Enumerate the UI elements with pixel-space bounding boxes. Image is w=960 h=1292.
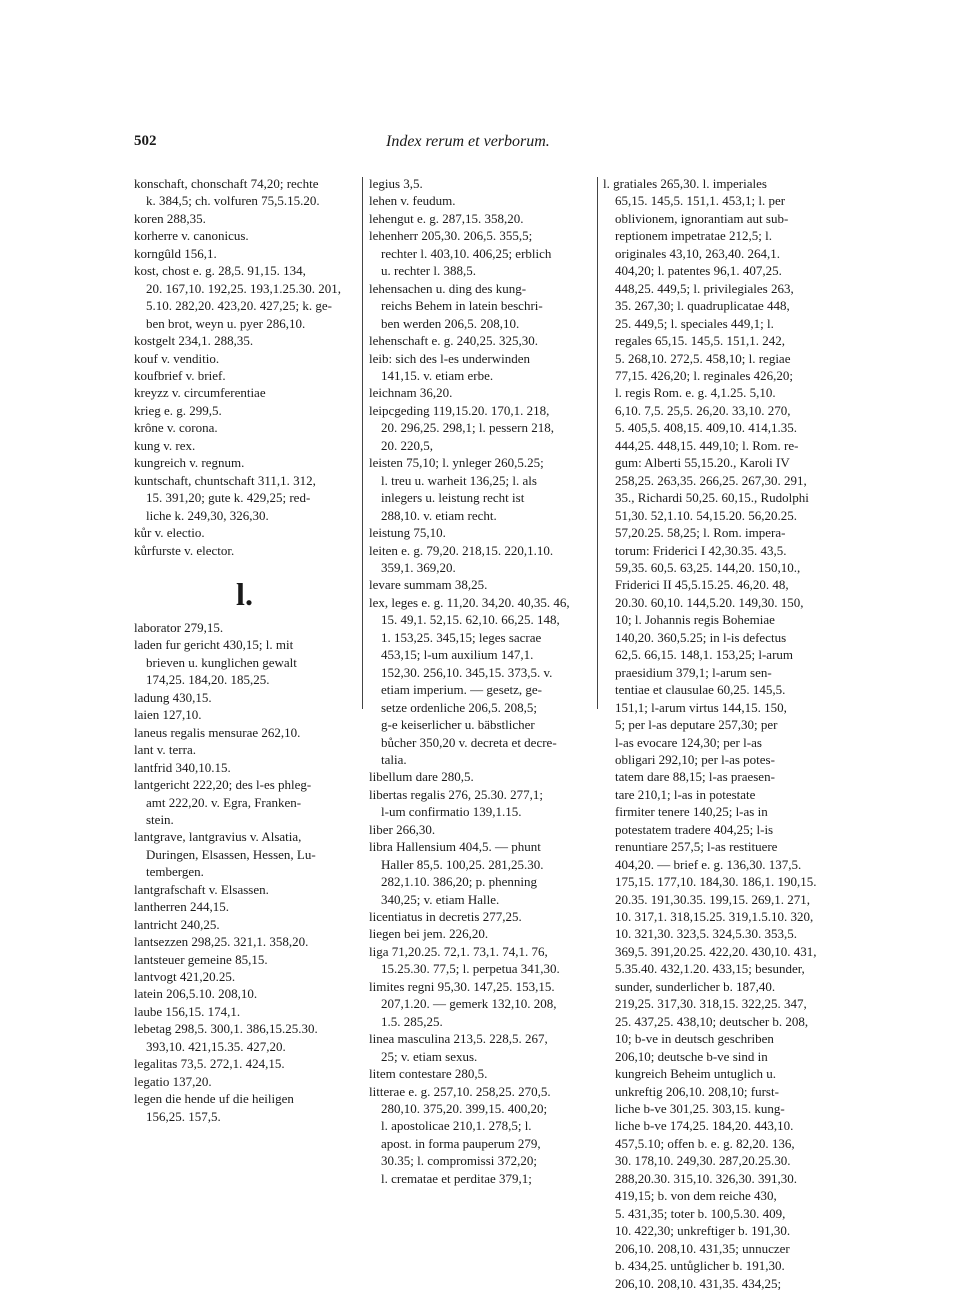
index-line: latein 206,5.10. 208,10. [134,986,258,1002]
index-line: 280,10. 375,20. 399,15. 400,20; [381,1101,548,1117]
index-line: liche k. 249,30, 326,30. [146,507,269,523]
index-line: korherre v. canonicus. [134,228,249,244]
index-line: l. treu u. warheit 136,25; l. als [381,472,537,488]
index-line: litem contestare 280,5. [369,1066,488,1082]
index-line: gum: Alberti 55,15.20., Karoli IV [615,455,790,471]
index-line: 282,1.10. 386,20; p. phenning [381,874,537,890]
index-line: ladung 430,15. [134,689,212,705]
index-line: 206,10; deutsche b-ve sind in [615,1048,768,1064]
index-line: lantsteuer gemeine 85,15. [134,951,268,967]
index-line: liegen bei jem. 226,20. [369,926,489,942]
index-line: 51,30. 52,1.10. 54,15.20. 56,20.25. [615,507,797,523]
index-line: 30.35; l. compromissi 372,20; [381,1153,537,1169]
index-line: 1. 153,25. 345,15; leges sacrae [381,629,542,645]
index-line: 10. 321,30. 323,5. 324,5.30. 353,5. [615,926,797,942]
index-line: 156,25. 157,5. [146,1108,221,1124]
index-line: 25. 449,5; l. speciales 449,1; l. [615,315,774,331]
index-line: regales 65,15. 145,5. 151,1. 242, [615,333,786,349]
index-line: lehensachen u. ding des kung- [369,280,527,296]
index-line: 175,15. 177,10. 184,30. 186,1. 190,15. [615,874,817,890]
index-line: 5. 268,10. 272,5. 458,10; l. regiae [615,350,791,366]
index-line: u. rechter l. 388,5. [381,263,476,279]
index-line: 5. 405,5. 408,15. 409,10. 414,1.35. [615,420,797,436]
index-line: inlegers u. leistung recht ist [381,490,525,506]
index-line: tembergen. [146,864,204,880]
index-line: laneus regalis mensurae 262,10. [134,724,301,740]
index-line: liche b-ve 301,25. 303,15. kung- [615,1101,785,1117]
index-line: torum: Friderici I 42,30.35. 43,5. [615,542,787,558]
index-line: firmiter tenere 140,25; l-as in [615,804,768,820]
index-line: 20. 167,10. 192,25. 193,1.25.30. 201, [146,280,341,296]
index-line: 25. 437,25. 438,10; deutscher b. 208, [615,1013,809,1029]
index-line: 10. 317,1. 318,15.25. 319,1.5.10. 320, [615,909,814,925]
index-line: levare summam 38,25. [369,577,488,593]
index-line: sunder, sunderlicher b. 187,40. [615,978,776,994]
index-line: lantgrafschaft v. Elsassen. [134,881,269,897]
index-line: potestatem tradere 404,25; l-is [615,821,774,837]
index-line: 20.30. 60,10. 144,5.20. 149,30. 150, [615,594,804,610]
index-line: 20.35. 191,30.35. 199,15. 269,1. 271, [615,891,810,907]
index-line: 15. 49,1. 52,15. 62,10. 66,25. 148, [381,612,560,628]
index-line: l. regis Rom. e. g. 4,1.25. 5,10. [615,385,776,401]
index-line: 10; b-ve in deutsch geschriben [615,1031,774,1047]
index-line: 6,10. 7,5. 25,5. 26,20. 33,10. 270, [615,402,791,418]
section-letter: l. [236,575,253,612]
index-line: kung v. rex. [134,437,196,453]
index-line: oblivionem, ignorantiam aut sub- [615,210,789,226]
index-line: 404,20; l. patentes 96,1. 407,25. [615,263,782,279]
index-line: unkreftig 206,10. 208,10; furst- [615,1083,779,1099]
index-line: renuntiare 257,5; l-as restituere [615,839,778,855]
index-line: rechter l. 403,10. 406,25; erblich [381,245,552,261]
index-line: 340,25; v. etiam Halle. [381,891,500,907]
index-line: 15. 391,20; gute k. 429,25; red- [146,490,311,506]
index-line: licentiatus in decretis 277,25. [369,909,522,925]
index-line: g-e keiserlicher u. bäbstlicher [381,717,535,733]
index-line: brieven u. kunglichen gewalt [146,654,297,670]
index-line: kreyzz v. circumferentiae [134,385,266,401]
index-line: 404,20. — brief e. g. 136,30. 137,5. [615,856,802,872]
index-line: 35. 267,30; l. quadruplicatae 448, [615,298,790,314]
index-line: 288,10. v. etiam recht. [381,507,497,523]
index-line: Duringen, Elsassen, Hessen, Lu- [146,846,316,862]
index-line: ben werden 206,5. 208,10. [381,315,520,331]
index-line: 10. 422,30; unkreftiger b. 191,30. [615,1223,791,1239]
index-line: lantgrave, lantgravius v. Alsatia, [134,829,302,845]
index-line: liche b-ve 174,25. 184,20. 443,10. [615,1118,794,1134]
index-line: leisten 75,10; l. ynleger 260,5.25; [369,455,544,471]
index-line: 151,1; l-arum virtus 144,15. 150, [615,699,787,715]
index-line: libra Hallensium 404,5. — phunt [369,839,541,855]
index-line: 206,10. 208,10. 431,35; unnuczer [615,1240,790,1256]
index-line: 10; l. Johannis regis Bohemiae [615,612,775,628]
index-line: Friderici II 45,5.15.25. 46,20. 48, [615,577,789,593]
index-line: amt 222,20. v. Egra, Franken- [146,794,302,810]
index-line: laube 156,15. 174,1. [134,1003,241,1019]
index-line: legatio 137,20. [134,1073,212,1089]
index-line: 5.35.40. 432,1.20. 433,15; besunder, [615,961,805,977]
index-line: tentiae et clausulae 60,25. 145,5. [615,682,786,698]
index-line: lex, leges e. g. 11,20. 34,20. 40,35. 46, [369,594,570,610]
index-line: 359,1. 369,20. [381,559,456,575]
index-line: limites regni 95,30. 147,25. 153,15. [369,978,555,994]
index-line: kůrfurste v. elector. [134,542,235,558]
index-line: 57,20.25. 58,25; l. Rom. impera- [615,525,786,541]
index-line: 59,35. 60,5. 63,25. 144,20. 150,10., [615,559,801,575]
index-column-1 [134,175,355,1125]
page-number: 502 [134,133,157,149]
index-line: Haller 85,5. 100,25. 281,25.30. [381,856,544,872]
index-line: l-as evocare 124,30; per l-as [615,734,762,750]
column-rule-1 [362,177,363,709]
index-line: krieg e. g. 299,5. [134,402,222,418]
index-line: reptionem impetratae 212,5; l. [615,228,773,244]
index-line: praesidium 379,1; l-arum sen- [615,664,772,680]
index-line: lantherren 244,15. [134,899,229,915]
index-line: lebetag 298,5. 300,1. 386,15.25.30. [134,1021,318,1037]
index-line: l. gratiales 265,30. l. imperiales [603,176,767,191]
index-line: bůcher 350,20 v. decreta et decre- [381,734,557,750]
index-line: talia. [381,751,407,767]
index-line: laden fur gericht 430,15; l. mit [134,637,294,653]
index-line: 62,5. 66,15. 148,1. 153,25; l-arum [615,647,794,663]
index-line: 258,25. 263,35. 266,25. 267,30. 291, [615,472,807,488]
index-line: 25; v. etiam sexus. [381,1048,478,1064]
index-line: tatem dare 88,15; l-as praesen- [615,769,775,785]
index-line: libellum dare 280,5. [369,769,474,785]
index-line: koufbrief v. brief. [134,367,226,383]
index-line: 5.10. 282,20. 423,20. 427,25; k. ge- [146,298,332,314]
index-line: apost. in forma pauperum 279, [381,1135,541,1151]
index-line: 35., Richardi 50,25. 60,15., Rudolphi [615,490,809,506]
index-line: leichnam 36,20. [369,385,453,401]
index-line: obligari 292,10; per l-as potes- [615,751,775,767]
running-title: Index rerum et verborum. [386,133,550,150]
index-line: kost, chost e. g. 28,5. 91,15. 134, [134,263,306,279]
index-line: kouf v. venditio. [134,350,220,366]
index-line: koren 288,35. [134,210,206,226]
index-line: kostgelt 234,1. 288,35. [134,333,254,349]
index-line: lantgericht 222,20; des l-es phleg- [134,777,312,793]
index-line: stein. [146,811,174,827]
index-line: leiten e. g. 79,20. 218,15. 220,1.10. [369,542,554,558]
index-line: 20. 296,25. 298,1; l. pessern 218, [381,420,554,436]
index-line: 219,25. 317,30. 318,15. 322,25. 347, [615,996,807,1012]
index-line: k. 384,5; ch. volfuren 75,5.15.20. [146,193,320,209]
index-line: leib: sich des l-es underwinden [369,350,531,366]
index-line: 419,15; b. von dem reiche 430, [615,1188,777,1204]
index-line: 448,25. 449,5; l. privilegiales 263, [615,280,794,296]
index-line: 152,30. 256,10. 345,15. 373,5. v. [381,664,553,680]
index-line: liga 71,20.25. 72,1. 73,1. 74,1. 76, [369,943,548,959]
index-line: liber 266,30. [369,821,436,837]
index-line: 207,1.20. — gemerk 132,10. 208, [381,996,557,1012]
index-line: setze ordenliche 206,5. 208,5; [381,699,537,715]
index-line: l. crematae et perditae 379,1; [381,1170,532,1186]
index-line: laien 127,10. [134,707,202,723]
index-line: litterae e. g. 257,10. 258,25. 270,5. [369,1083,551,1099]
index-line: laborator 279,15. [134,619,224,635]
column-rule-2 [597,177,598,709]
index-line: 65,15. 145,5. 151,1. 453,1; l. per [615,193,786,209]
index-line: l-um confirmatio 139,1.15. [381,804,522,820]
index-line: originales 43,10, 263,40. 264,1. [615,245,781,261]
index-line: 141,15. v. etiam erbe. [381,367,494,383]
index-line: lehenherr 205,30. 206,5. 355,5; [369,228,533,244]
index-line: 140,20. 360,5.25; in l-is defectus [615,629,787,645]
index-line: 453,15; l-um auxilium 147,1. [381,647,534,663]
index-line: lehenschaft e. g. 240,25. 325,30. [369,333,538,349]
index-line: krône v. corona. [134,420,218,436]
index-line: lantvogt 421,20.25. [134,969,236,985]
index-line: legius 3,5. [369,176,423,191]
index-line: 30. 178,10. 249,30. 287,20.25.30. [615,1153,791,1169]
index-line: lantsezzen 298,25. 321,1. 358,20. [134,934,309,950]
index-line: 174,25. 184,20. 185,25. [146,672,270,688]
index-line: 5; per l-as deputare 257,30; per [615,717,778,733]
index-line: lantfrid 340,10.15. [134,759,231,775]
index-line: 77,15. 426,20; l. reginales 426,20; [615,367,794,383]
index-line: 444,25. 448,15. 449,10; l. Rom. re- [615,437,799,453]
index-line: kungreich Beheim untuglich u. [615,1066,777,1082]
index-line: etiam imperium. — gesetz, ge- [381,682,543,698]
index-line: 20. 220,5, [381,437,433,453]
index-line: reichs Behem in latein beschri- [381,298,543,314]
index-line: 393,10. 421,15.35. 427,20. [146,1038,286,1054]
index-line: 369,5. 391,20.25. 422,20. 430,10. 431, [615,943,817,959]
index-line: 457,5.10; offen b. e. g. 82,20. 136, [615,1135,795,1151]
index-line: kungreich v. regnum. [134,455,245,471]
index-line: lantricht 240,25. [134,916,220,932]
index-line: 206,10. 208,10. 431,35. 434,25; [615,1275,782,1291]
index-line: 288,20.30. 315,10. 326,30. 391,30. [615,1170,797,1186]
index-line: 5. 431,35; toter b. 100,5.30. 409, [615,1205,786,1221]
index-line: leipcgeding 119,15.20. 170,1. 218, [369,402,550,418]
index-line: lant v. terra. [134,742,196,758]
index-line: kuntschaft, chuntschaft 311,1. 312, [134,472,316,488]
index-line: legen die hende uf die heiligen [134,1091,294,1107]
index-line: b. 434,25. untůglicher b. 191,30. [615,1258,785,1274]
index-line: ben brot, weyn u. pyer 286,10. [146,315,306,331]
index-line: legalitas 73,5. 272,1. 424,15. [134,1056,285,1072]
index-column-2 [369,175,590,1187]
index-line: libertas regalis 276, 25.30. 277,1; [369,786,544,802]
index-line: lehengut e. g. 287,15. 358,20. [369,210,524,226]
index-line: tare 210,1; l-as in potestate [615,786,756,802]
index-line: kůr v. electio. [134,525,205,541]
index-line: lehen v. feudum. [369,193,456,209]
index-line: korngûld 156,1. [134,245,217,261]
index-line: linea masculina 213,5. 228,5. 267, [369,1031,548,1047]
index-line: 15.25.30. 77,5; l. perpetua 341,30. [381,961,560,977]
index-line: l. apostolicae 210,1. 278,5; l. [381,1118,532,1134]
index-line: leistung 75,10. [369,525,446,541]
index-column-3 [603,175,826,1292]
index-line: 1.5. 285,25. [381,1013,443,1029]
index-line: konschaft, chonschaft 74,20; rechte [134,176,319,191]
